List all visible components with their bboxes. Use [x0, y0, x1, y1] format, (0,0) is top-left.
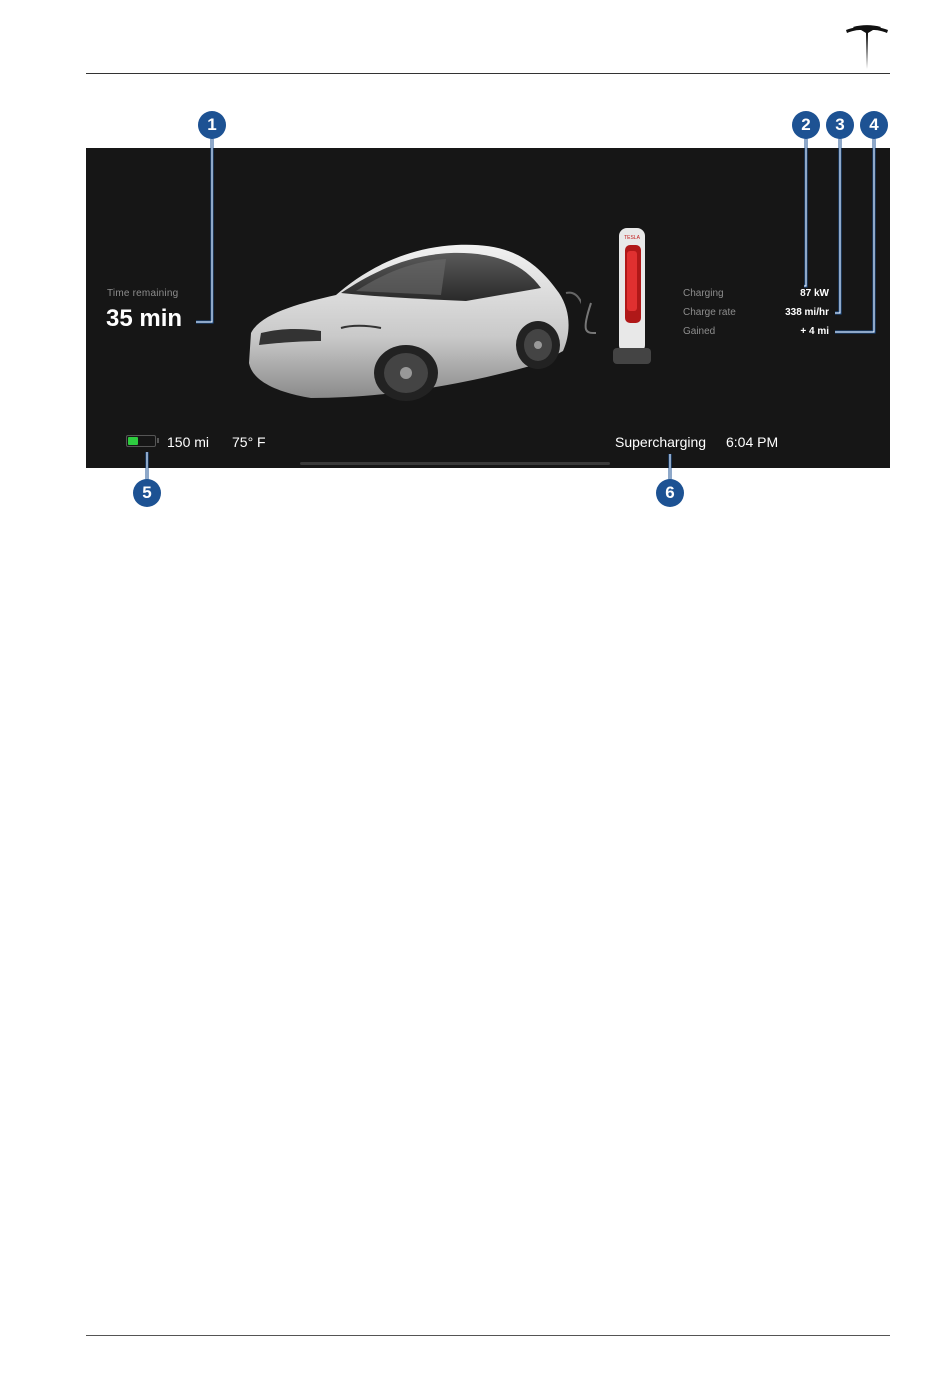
time-remaining-value: 35 min: [106, 305, 183, 332]
time-remaining-label: Time remaining: [107, 288, 179, 299]
clock: 6:04 PM: [726, 434, 779, 450]
gained-label: Gained: [683, 326, 716, 337]
outside-temperature: 75° F: [232, 434, 266, 450]
charging-screen: [86, 148, 890, 468]
footer-divider: [86, 1335, 890, 1336]
callout-badge-2: 2: [793, 112, 819, 138]
callout-badge-3: 3: [827, 112, 853, 138]
callout-badge-6: 6: [657, 480, 683, 506]
gained-value: + 4 mi: [800, 326, 829, 337]
header-divider: [86, 73, 890, 74]
tesla-logo-icon: [845, 24, 889, 70]
range-value: 150 mi: [167, 434, 210, 450]
svg-text:TESLA: TESLA: [624, 235, 640, 241]
supercharger-illustration: [571, 223, 681, 373]
callout-badge-5: 5: [134, 480, 160, 506]
car-illustration: [241, 233, 581, 408]
charge-rate-label: Charge rate: [683, 307, 736, 318]
battery-level-fill: [128, 437, 138, 445]
callout-badge-1: 1: [199, 112, 225, 138]
charging-power-value: 87 kW: [800, 288, 829, 299]
battery-icon: [126, 435, 156, 447]
scroll-indicator[interactable]: [300, 462, 610, 465]
charging-status: Supercharging: [615, 434, 707, 450]
charging-power-label: Charging: [683, 288, 724, 299]
charge-rate-value: 338 mi/hr: [785, 307, 829, 318]
callout-badge-4: 4: [861, 112, 887, 138]
